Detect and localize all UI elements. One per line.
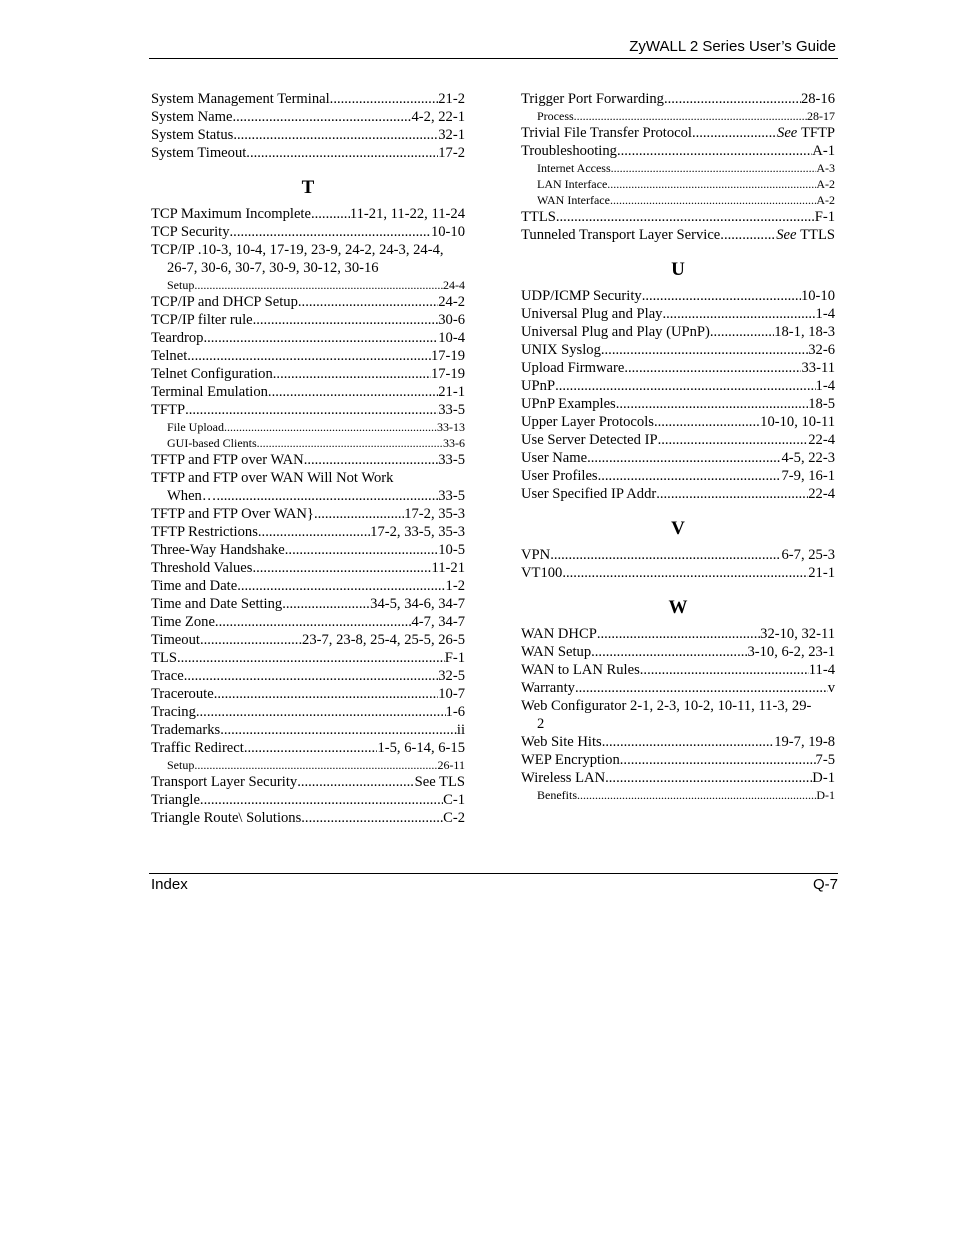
entry-pages: 10-10 bbox=[800, 288, 835, 304]
v-entries-list bbox=[521, 546, 835, 582]
entry-pages: D-1 bbox=[816, 788, 835, 802]
section-letter-v: V bbox=[671, 518, 685, 539]
entry-pages: 21-1 bbox=[808, 565, 835, 581]
entry-term: TFTP and FTP over WAN bbox=[151, 452, 304, 468]
entry-pages: 33-6 bbox=[443, 436, 465, 450]
entry-term: VT100 bbox=[521, 565, 563, 581]
entry-pages: 6-7, 25-3 bbox=[781, 547, 835, 563]
dot-leader bbox=[598, 467, 782, 485]
entry-term: System Management Terminal bbox=[151, 91, 330, 107]
dot-leader bbox=[185, 401, 438, 419]
index-subentry bbox=[151, 757, 465, 773]
index-entry bbox=[521, 485, 835, 503]
index-entry bbox=[151, 577, 465, 595]
dot-leader bbox=[194, 757, 437, 773]
dot-leader bbox=[692, 124, 777, 142]
index-entry bbox=[521, 395, 835, 413]
entry-term: TCP/IP and DHCP Setup bbox=[151, 294, 298, 310]
index-entry bbox=[151, 703, 465, 721]
index-entry bbox=[151, 667, 465, 685]
entry-pages: 24-4 bbox=[443, 278, 465, 292]
section-letter-u: U bbox=[671, 259, 685, 280]
entry-term: Time and Date Setting bbox=[151, 596, 283, 612]
entry-term: Telnet bbox=[151, 348, 188, 364]
entry-pages: 17-19 bbox=[430, 348, 465, 364]
index-entry bbox=[151, 223, 465, 241]
entry-term: TFTP and FTP Over WAN} bbox=[151, 506, 314, 522]
dot-leader bbox=[664, 90, 801, 108]
index-entry bbox=[521, 643, 835, 661]
entry-term: Warranty bbox=[521, 680, 575, 696]
entry-continuation: 26-7, 30-6, 30-7, 30-9, 30-12, 30-16 bbox=[167, 260, 379, 276]
entry-term: Setup bbox=[167, 758, 195, 772]
dot-leader bbox=[640, 661, 809, 679]
entry-pages: 10-5 bbox=[438, 542, 465, 558]
entry-term: Universal Plug and Play (UPnP) bbox=[521, 324, 710, 340]
index-subentry bbox=[151, 435, 465, 451]
index-entry bbox=[521, 208, 835, 226]
entry-term: WAN DHCP bbox=[521, 626, 597, 642]
dot-leader bbox=[184, 667, 439, 685]
entry-term: Web Configurator 2-1, 2-3, 10-2, 10-11, 11-3, 29- bbox=[521, 698, 812, 714]
index-entry bbox=[151, 241, 465, 277]
dot-leader bbox=[656, 485, 808, 503]
index-entry bbox=[521, 769, 835, 787]
entry-pages: v bbox=[827, 680, 835, 696]
index-entry bbox=[151, 205, 465, 223]
entry-term: Three-Way Handshake bbox=[151, 542, 285, 558]
entry-term: When…. bbox=[167, 488, 221, 504]
entry-pages: 17-2, 33-5, 35-3 bbox=[370, 524, 465, 540]
dot-leader bbox=[550, 546, 781, 564]
entry-pages: A-3 bbox=[816, 161, 835, 175]
entry-pages: C-2 bbox=[443, 810, 465, 826]
dot-leader bbox=[200, 631, 302, 649]
index-entry bbox=[151, 649, 465, 667]
entry-pages: 4-2, 22-1 bbox=[411, 109, 465, 125]
s-entries-list bbox=[151, 90, 465, 162]
entry-term: TLS bbox=[151, 650, 177, 666]
entry-term: Setup bbox=[167, 278, 195, 292]
entry-term: Terminal Emulation bbox=[151, 384, 268, 400]
entry-term: Triangle Route\ Solutions bbox=[151, 810, 302, 826]
dot-leader bbox=[297, 773, 414, 791]
dot-leader bbox=[196, 703, 446, 721]
entry-pages: 17-2 bbox=[438, 145, 465, 161]
footer-section-name: Index bbox=[151, 876, 188, 893]
entry-term: Teardrop bbox=[151, 330, 204, 346]
index-entry bbox=[151, 809, 465, 827]
dot-leader bbox=[611, 160, 817, 176]
index-entry bbox=[151, 631, 465, 649]
index-subentry bbox=[521, 192, 835, 208]
dot-leader bbox=[233, 126, 438, 144]
index-entry bbox=[521, 226, 835, 244]
entry-pages: C-1 bbox=[443, 792, 465, 808]
dot-leader bbox=[610, 192, 816, 208]
dot-leader bbox=[624, 359, 801, 377]
dot-leader bbox=[268, 383, 438, 401]
dot-leader bbox=[230, 223, 431, 241]
entry-pages: 21-2 bbox=[438, 91, 465, 107]
entry-term: TCP Maximum Incomplete bbox=[151, 206, 311, 222]
dot-leader bbox=[215, 613, 412, 631]
entry-term: TFTP and FTP over WAN Will Not Work bbox=[151, 470, 394, 486]
header-rule bbox=[149, 58, 838, 59]
entry-pages: 26-11 bbox=[437, 758, 465, 772]
dot-leader bbox=[282, 595, 370, 613]
index-entry bbox=[151, 293, 465, 311]
index-entry bbox=[521, 359, 835, 377]
entry-term: TFTP Restrictions bbox=[151, 524, 258, 540]
index-entry bbox=[151, 365, 465, 383]
entry-term: TCP/IP .10-3, 10-4, 17-19, 23-9, 24-2, 24-3, 24-4, bbox=[151, 242, 444, 258]
entry-term: TTLS bbox=[521, 209, 556, 225]
entry-term: Internet Access bbox=[537, 161, 611, 175]
entry-pages: 1-2 bbox=[445, 578, 465, 594]
entry-term: Tunneled Transport Layer Service bbox=[521, 227, 721, 243]
index-entry bbox=[151, 329, 465, 347]
index-entry bbox=[151, 126, 465, 144]
entry-term: Time Zone bbox=[151, 614, 215, 630]
index-entry bbox=[151, 311, 465, 329]
footer-rule bbox=[149, 873, 838, 874]
entry-term: Traffic Redirect bbox=[151, 740, 244, 756]
index-subentry bbox=[521, 160, 835, 176]
index-entry bbox=[151, 144, 465, 162]
entry-pages: 33-5 bbox=[438, 452, 465, 468]
dot-leader bbox=[710, 323, 774, 341]
entry-pages: A-1 bbox=[812, 143, 835, 159]
index-column-left bbox=[151, 90, 465, 827]
entry-term: Trigger Port Forwarding bbox=[521, 91, 664, 107]
index-entry bbox=[151, 721, 465, 739]
entry-term: WAN to LAN Rules bbox=[521, 662, 640, 678]
entry-pages: 32-5 bbox=[438, 668, 465, 684]
index-entry bbox=[521, 142, 835, 160]
index-subentry bbox=[521, 787, 835, 803]
entry-term: Triangle bbox=[151, 792, 200, 808]
dot-leader bbox=[237, 577, 445, 595]
index-entry bbox=[151, 401, 465, 419]
entry-pages: 4-7, 34-7 bbox=[411, 614, 465, 630]
index-entry bbox=[151, 541, 465, 559]
entry-pages: 22-4 bbox=[808, 432, 835, 448]
dot-leader bbox=[304, 451, 439, 469]
entry-pages: 7-5 bbox=[815, 752, 835, 768]
dot-leader bbox=[298, 293, 438, 311]
entry-pages: 24-2 bbox=[438, 294, 465, 310]
dot-leader bbox=[642, 287, 801, 305]
index-entry bbox=[151, 773, 465, 791]
entry-continuation: 2 bbox=[537, 716, 545, 732]
entry-term: Upper Layer Protocols bbox=[521, 414, 654, 430]
dot-leader bbox=[203, 329, 438, 347]
dot-leader bbox=[617, 142, 812, 160]
dot-leader bbox=[555, 377, 815, 395]
dot-leader bbox=[224, 419, 437, 435]
entry-pages: F-1 bbox=[814, 209, 835, 225]
index-entry bbox=[521, 697, 835, 733]
entry-term: WAN Interface bbox=[537, 193, 610, 207]
index-entry bbox=[151, 685, 465, 703]
entry-term: WAN Setup bbox=[521, 644, 592, 660]
entry-term: Web Site Hits bbox=[521, 734, 602, 750]
dot-leader bbox=[574, 108, 807, 124]
entry-pages: 17-19 bbox=[430, 366, 465, 382]
entry-pages: 10-10, 10-11 bbox=[760, 414, 835, 430]
entry-pages: 32-10, 32-11 bbox=[760, 626, 835, 642]
entry-term: Transport Layer Security bbox=[151, 774, 298, 790]
index-entry bbox=[521, 546, 835, 564]
dot-leader bbox=[601, 341, 808, 359]
dot-leader bbox=[311, 205, 350, 223]
dot-leader bbox=[246, 144, 438, 162]
entry-pages: 1-5, 6-14, 6-15 bbox=[377, 740, 465, 756]
index-subentry bbox=[521, 176, 835, 192]
dot-leader bbox=[562, 564, 808, 582]
entry-pages: 17-2, 35-3 bbox=[404, 506, 465, 522]
entry-pages: 28-17 bbox=[807, 109, 835, 123]
index-entry bbox=[151, 559, 465, 577]
dot-leader bbox=[616, 395, 809, 413]
dot-leader bbox=[597, 625, 760, 643]
index-entry bbox=[521, 90, 835, 108]
entry-term: Universal Plug and Play bbox=[521, 306, 663, 322]
entry-pages: 33-11 bbox=[801, 360, 835, 376]
dot-leader bbox=[330, 90, 439, 108]
running-header-title: ZyWALL 2 Series User’s Guide bbox=[629, 38, 836, 55]
entry-term: System Status bbox=[151, 127, 234, 143]
index-column-right bbox=[521, 90, 835, 803]
entry-term: Wireless LAN bbox=[521, 770, 606, 786]
entry-pages: 1-6 bbox=[445, 704, 465, 720]
entry-term: System Timeout bbox=[151, 145, 247, 161]
entry-pages: 10-4 bbox=[438, 330, 465, 346]
index-entry bbox=[521, 341, 835, 359]
entry-term: Trace bbox=[151, 668, 184, 684]
dot-leader bbox=[177, 649, 445, 667]
entry-pages: 1-4 bbox=[815, 378, 835, 394]
dot-leader bbox=[258, 523, 370, 541]
entry-term: Trivial File Transfer Protocol bbox=[521, 125, 692, 141]
entry-term: User Profiles bbox=[521, 468, 598, 484]
entry-pages: 30-6 bbox=[438, 312, 465, 328]
entry-term: TCP Security bbox=[151, 224, 230, 240]
entry-pages: TTLS bbox=[800, 227, 835, 243]
entry-pages: See TLS bbox=[414, 774, 465, 790]
index-entry bbox=[521, 449, 835, 467]
dot-leader bbox=[602, 733, 774, 751]
dot-leader bbox=[577, 787, 816, 803]
section-letter-t: T bbox=[301, 177, 315, 198]
entry-pages: 11-21, 11-22, 11-24 bbox=[349, 206, 465, 222]
dot-leader bbox=[720, 226, 776, 244]
entry-term: Troubleshooting bbox=[521, 143, 617, 159]
dot-leader bbox=[253, 311, 439, 329]
entry-term: VPN bbox=[521, 547, 551, 563]
entry-pages: 32-6 bbox=[808, 342, 835, 358]
dot-leader bbox=[187, 347, 431, 365]
entry-term: Tracing bbox=[151, 704, 196, 720]
dot-leader bbox=[194, 277, 443, 293]
entry-term: Telnet Configuration bbox=[151, 366, 273, 382]
index-entry bbox=[151, 90, 465, 108]
index-entry bbox=[151, 791, 465, 809]
entry-pages: 3-10, 6-2, 23-1 bbox=[747, 644, 835, 660]
entry-pages: 33-5 bbox=[438, 488, 465, 504]
index-entry bbox=[521, 413, 835, 431]
entry-term: Process bbox=[537, 109, 574, 123]
index-entry bbox=[521, 431, 835, 449]
entry-pages: 19-7, 19-8 bbox=[774, 734, 835, 750]
entry-pages: 21-1 bbox=[438, 384, 465, 400]
entry-pages: 10-10 bbox=[430, 224, 465, 240]
index-entry bbox=[151, 505, 465, 523]
entry-term: Trademarks bbox=[151, 722, 221, 738]
entry-pages: F-1 bbox=[444, 650, 465, 666]
entry-pages: ii bbox=[456, 722, 465, 738]
index-entry bbox=[521, 467, 835, 485]
dot-leader bbox=[314, 505, 404, 523]
dot-leader bbox=[654, 413, 760, 431]
index-entry bbox=[521, 287, 835, 305]
entry-pages: 10-7 bbox=[438, 686, 465, 702]
dot-leader bbox=[252, 559, 431, 577]
entry-term: Benefits bbox=[537, 788, 577, 802]
entry-pages: D-1 bbox=[812, 770, 835, 786]
entry-pages: A-2 bbox=[816, 193, 835, 207]
entry-term: WEP Encryption bbox=[521, 752, 620, 768]
entry-term: GUI-based Clients bbox=[167, 436, 257, 450]
see-reference: See bbox=[776, 227, 797, 243]
index-entry bbox=[521, 377, 835, 395]
entry-pages: 11-4 bbox=[808, 662, 835, 678]
dot-leader bbox=[587, 449, 781, 467]
index-entry bbox=[521, 661, 835, 679]
dot-leader bbox=[232, 108, 411, 126]
dot-leader bbox=[662, 305, 815, 323]
entry-term: Use Server Detected IP bbox=[521, 432, 658, 448]
index-entry bbox=[151, 739, 465, 757]
dot-leader bbox=[244, 739, 378, 757]
index-entry bbox=[521, 751, 835, 769]
dot-leader bbox=[257, 435, 443, 451]
dot-leader bbox=[607, 176, 816, 192]
entry-term: User Name bbox=[521, 450, 588, 466]
entry-pages: 28-16 bbox=[800, 91, 835, 107]
index-entry bbox=[521, 679, 835, 697]
dot-leader bbox=[220, 721, 457, 739]
dot-leader bbox=[285, 541, 438, 559]
entry-term: Threshold Values bbox=[151, 560, 253, 576]
entry-term: LAN Interface bbox=[537, 177, 608, 191]
section-letter-w: W bbox=[668, 597, 688, 618]
index-entry bbox=[521, 305, 835, 323]
entry-term: Time and Date bbox=[151, 578, 238, 594]
dot-leader bbox=[575, 679, 828, 697]
entry-pages: 11-21 bbox=[431, 560, 465, 576]
footer-page-number: Q-7 bbox=[812, 876, 838, 893]
entry-term: UPnP Examples bbox=[521, 396, 616, 412]
index-entry bbox=[151, 487, 465, 505]
entry-term: UPnP bbox=[521, 378, 556, 394]
entry-pages: 18-5 bbox=[808, 396, 835, 412]
index-entry bbox=[521, 564, 835, 582]
entry-pages: 33-13 bbox=[437, 420, 465, 434]
dot-leader bbox=[214, 685, 439, 703]
entry-pages: 1-4 bbox=[815, 306, 835, 322]
dot-leader bbox=[591, 643, 747, 661]
t-entries-list-continued bbox=[521, 90, 835, 244]
dot-leader bbox=[220, 487, 438, 505]
entry-term: File Upload bbox=[167, 420, 224, 434]
entry-pages: 7-9, 16-1 bbox=[781, 468, 835, 484]
w-entries-list bbox=[521, 625, 835, 803]
index-subentry bbox=[151, 277, 465, 293]
entry-term: Timeout bbox=[151, 632, 200, 648]
index-entry bbox=[521, 124, 835, 142]
index-entry bbox=[521, 323, 835, 341]
entry-pages: 4-5, 22-3 bbox=[781, 450, 835, 466]
index-entry bbox=[151, 383, 465, 401]
entry-term: Traceroute bbox=[151, 686, 214, 702]
index-entry bbox=[151, 595, 465, 613]
dot-leader bbox=[658, 431, 809, 449]
see-reference: See bbox=[777, 125, 798, 141]
entry-term: UDP/ICMP Security bbox=[521, 288, 642, 304]
entry-term: Upload Firmware bbox=[521, 360, 625, 376]
index-subentry bbox=[521, 108, 835, 124]
t-entries-list bbox=[151, 205, 465, 827]
index-entry bbox=[521, 733, 835, 751]
index-entry bbox=[151, 347, 465, 365]
index-entry bbox=[521, 625, 835, 643]
dot-leader bbox=[301, 809, 443, 827]
entry-pages: A-2 bbox=[816, 177, 835, 191]
dot-leader bbox=[200, 791, 443, 809]
entry-term: TFTP bbox=[151, 402, 186, 418]
entry-pages: 33-5 bbox=[438, 402, 465, 418]
index-entry bbox=[151, 469, 465, 487]
entry-term: UNIX Syslog bbox=[521, 342, 601, 358]
dot-leader bbox=[620, 751, 816, 769]
index-subentry bbox=[151, 419, 465, 435]
index-entry bbox=[151, 108, 465, 126]
entry-term: User Specified IP Addr bbox=[521, 486, 657, 502]
entry-pages: 18-1, 18-3 bbox=[774, 324, 835, 340]
index-entry bbox=[151, 613, 465, 631]
dot-leader bbox=[605, 769, 812, 787]
entry-pages: 22-4 bbox=[808, 486, 835, 502]
entry-term: TCP/IP filter rule bbox=[151, 312, 253, 328]
u-entries-list bbox=[521, 287, 835, 503]
entry-pages: 23-7, 23-8, 25-4, 25-5, 26-5 bbox=[302, 632, 465, 648]
dot-leader bbox=[556, 208, 815, 226]
dot-leader bbox=[273, 365, 431, 383]
entry-pages: 32-1 bbox=[438, 127, 465, 143]
entry-pages: 34-5, 34-6, 34-7 bbox=[370, 596, 465, 612]
index-entry bbox=[151, 451, 465, 469]
index-entry bbox=[151, 523, 465, 541]
entry-pages: TFTP bbox=[800, 125, 835, 141]
entry-term: System Name bbox=[151, 109, 233, 125]
